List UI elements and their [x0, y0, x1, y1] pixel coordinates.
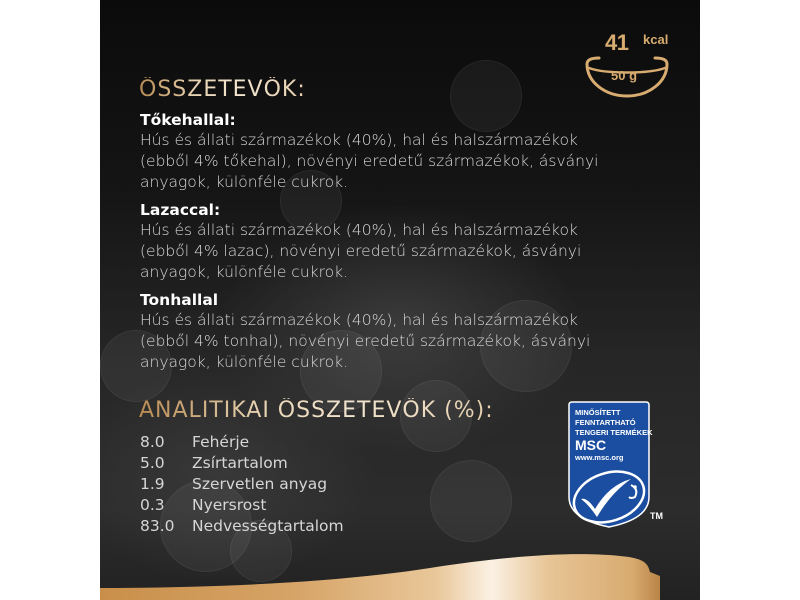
msc-line2: FENNTARTHATÓ — [575, 418, 636, 427]
analytical-label: Szervetlen anyag — [192, 475, 328, 493]
analytical-label: Fehérje — [192, 433, 250, 451]
variant-line: (ebből 4% tőkehal), növényi eredetű származékok, ásványi — [140, 152, 599, 170]
analytical-row — [140, 453, 344, 474]
variant-line: Hús és állati származékok (40%), hal és halszármazékok — [140, 131, 578, 149]
analytical-value: 1.9 — [140, 475, 165, 493]
analytical-table — [140, 432, 344, 537]
variant-line: (ebből 4% tonhal), növényi eredetű származékok, ásványi — [140, 332, 591, 350]
kcal-unit: kcal — [643, 32, 669, 47]
analytical-label: Zsírtartalom — [192, 454, 288, 472]
gold-ribbon-wave — [100, 530, 700, 600]
msc-line1: MINŐSÍTETT — [575, 408, 621, 417]
variant-line: Hús és állati származékok (40%), hal és halszármazékok — [140, 311, 578, 329]
kcal-value: 41 — [605, 30, 629, 55]
analytical-value: 83.0 — [140, 517, 175, 535]
analytical-title: ANALITIKAI ÖSSZETEVŐK (%): — [139, 398, 494, 423]
ingredient-variant-cod — [140, 110, 660, 193]
ingredients-title: ÖSSZETEVŐK: — [139, 77, 306, 102]
analytical-row — [140, 516, 344, 537]
analytical-value: 0.3 — [140, 496, 165, 514]
variant-line: anyagok, különféle cukrok. — [140, 263, 349, 281]
variant-line: Hús és állati származékok (40%), hal és halszármazékok — [140, 221, 578, 239]
serving-weight: 50 g — [611, 68, 638, 83]
ingredient-variant-tuna — [140, 290, 660, 373]
ingredient-variant-salmon — [140, 200, 660, 283]
analytical-label: Nedvességtartalom — [192, 517, 344, 535]
calorie-badge — [565, 26, 685, 98]
variant-name: Tőkehallal: — [140, 111, 236, 129]
analytical-value: 8.0 — [140, 433, 165, 451]
variant-name: Lazaccal: — [140, 201, 221, 219]
msc-url: www.msc.org — [575, 453, 624, 462]
analytical-row — [140, 432, 344, 453]
msc-brand: MSC — [575, 437, 607, 453]
variant-name: Tonhallal — [140, 291, 219, 309]
product-info-panel — [100, 0, 700, 600]
variant-line: anyagok, különféle cukrok. — [140, 173, 349, 191]
analytical-value: 5.0 — [140, 454, 165, 472]
msc-line3: TENGERI TERMÉKEK — [575, 428, 653, 437]
analytical-row — [140, 495, 344, 516]
analytical-row — [140, 474, 344, 495]
msc-trademark: TM — [650, 511, 663, 521]
variant-line: anyagok, különféle cukrok. — [140, 353, 349, 371]
analytical-label: Nyersrost — [192, 496, 267, 514]
variant-line: (ebből 4% lazac), növényi eredetű származékok, ásványi — [140, 242, 582, 260]
